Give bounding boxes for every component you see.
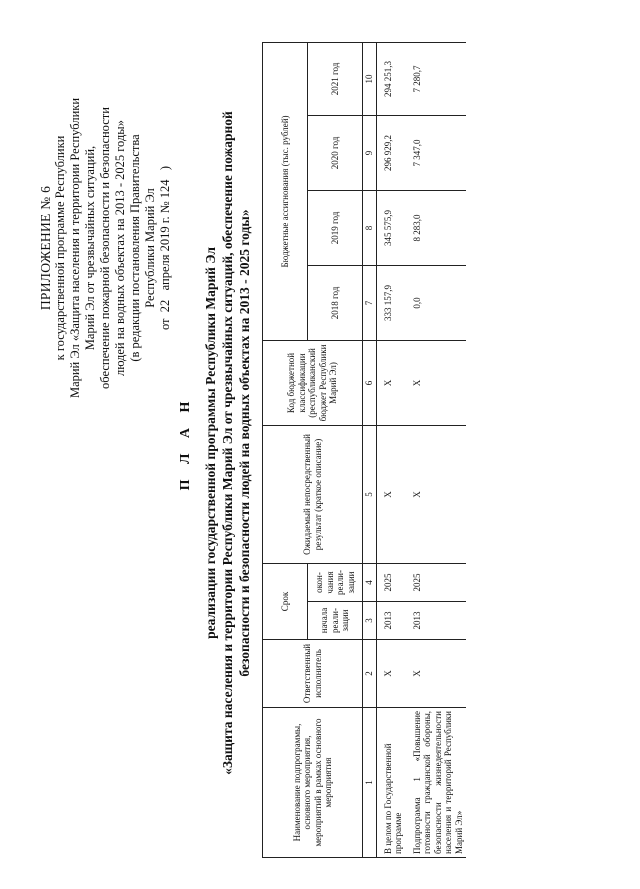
appendix-line: Марий Эл от чрезвычайных ситуаций,: [83, 145, 97, 351]
header-term-start: начала реали-зации: [308, 602, 363, 640]
appendix-line: людей на водных объектах на 2013 - 2025 годы»: [113, 120, 127, 376]
table-row: [406, 42, 467, 857]
row-2019: 345 575,9: [376, 190, 406, 265]
header-year-2020: 2020 год: [308, 115, 363, 190]
row-2021: 7 280,7: [406, 42, 467, 115]
row-2021: 294 251,3: [376, 42, 406, 115]
appendix-block: [38, 68, 173, 428]
table-row: [376, 42, 406, 857]
header-result: Ожидаемый непосредственный результат (краткое описание): [263, 425, 363, 563]
row-result: Х: [406, 425, 467, 563]
header-executor: Ответственный исполнитель: [263, 640, 363, 708]
header-year-2019: 2019 год: [308, 190, 363, 265]
plan-table: [262, 42, 466, 858]
appendix-line: Республики Марий Эл: [143, 188, 157, 308]
header-term-end: окон-чания реали-зации: [308, 563, 363, 601]
column-number: 4: [363, 563, 377, 601]
plan-heading: П Л А Н: [178, 395, 193, 491]
column-number: 1: [363, 708, 377, 858]
row-2018: 333 157,9: [376, 265, 406, 340]
row-2019: 8 283,0: [406, 190, 467, 265]
column-number: 5: [363, 425, 377, 563]
row-start: 2013: [406, 602, 467, 640]
header-year-2018: 2018 год: [308, 265, 363, 340]
column-number: 2: [363, 640, 377, 708]
appendix-line: (в редакции постановления Правительства: [128, 134, 142, 362]
title-line: реализации государственной программы Республики Марий Эл: [203, 247, 218, 639]
appendix-heading: ПРИЛОЖЕНИЕ № 6: [38, 185, 53, 311]
row-code: Х: [376, 340, 406, 425]
header-code: Код бюджетной классификации (республиканский бюджет Республики Марий Эл): [263, 340, 363, 425]
row-2020: 296 929,2: [376, 115, 406, 190]
row-executor: Х: [406, 640, 467, 708]
column-number: 7: [363, 265, 377, 340]
plan-title: [178, 78, 253, 808]
appendix-signature: от 22 апреля 2019 г. № 124 ): [158, 165, 172, 331]
row-start: 2013: [376, 602, 406, 640]
row-name: Подпрограмма 1 «Повышение готовности гражданской обороны, безопасности жизнедеятельности населения и территорий Республики Марий Эл»: [406, 708, 467, 858]
row-name: В целом по Государственной программе: [376, 708, 406, 858]
column-number: 3: [363, 602, 377, 640]
header-budget: Бюджетные ассигнования (тыс. рублей): [263, 42, 308, 340]
document-page: [30, 28, 590, 868]
row-code: Х: [406, 340, 467, 425]
row-result: Х: [376, 425, 406, 563]
row-2020: 7 347,0: [406, 115, 467, 190]
column-number: 9: [363, 115, 377, 190]
column-number: 10: [363, 42, 377, 115]
row-end: 2025: [376, 563, 406, 601]
row-executor: Х: [376, 640, 406, 708]
column-number: 8: [363, 190, 377, 265]
header-term: Срок: [263, 563, 308, 639]
title-line: безопасности и безопасности людей на водных объектах на 2013 - 2025 годы»: [237, 209, 252, 677]
appendix-line: обеспечение пожарной безопасности и безопасности: [98, 107, 112, 389]
row-end: 2025: [406, 563, 467, 601]
header-name: Наименование подпрограммы, основного мероприятия, мероприятий в рамках основного мероприятия: [263, 708, 363, 858]
appendix-line: Марий Эл «Защита населения и территории Республики: [68, 97, 82, 399]
title-line: «Защита населения и территории Республики Марий Эл от чрезвычайных ситуаций, обеспечение пожарной: [220, 111, 235, 775]
row-2018: 0,0: [406, 265, 467, 340]
header-year-2021: 2021 год: [308, 42, 363, 115]
column-number: 6: [363, 340, 377, 425]
appendix-line: к государственной программе Республики: [53, 135, 67, 361]
